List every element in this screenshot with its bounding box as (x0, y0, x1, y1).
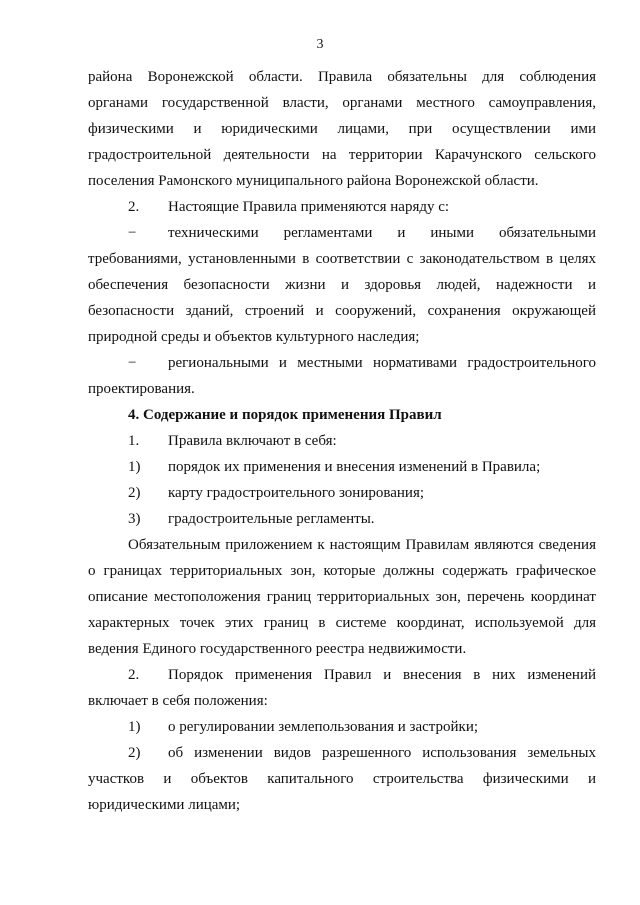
item-number: 2. (128, 667, 140, 683)
paragraph-item (88, 480, 596, 506)
line-text: региональными и местными нормативами градостроительного (168, 355, 596, 371)
paragraph-appendix (88, 532, 596, 662)
item-number: 1) (128, 719, 141, 735)
text-line: района Воронежской области. Правила обязательны для соблюдения (88, 69, 596, 85)
item-number: 2) (128, 485, 141, 501)
text-line: органами государственной власти, органами местного самоуправления, (88, 95, 596, 111)
text-line: включает в себя положения: (88, 693, 268, 709)
text-line (88, 350, 596, 376)
item-text: градостроительные регламенты. (168, 511, 375, 527)
item-number: 1) (128, 459, 141, 475)
paragraph-item-multiline (88, 662, 596, 714)
text-line: участков и объектов капитального строительства физическими и (88, 771, 596, 787)
text-line: физическими и юридическими лицами, при осуществлении ими (88, 121, 596, 137)
text-line: градостроительной деятельности на территории Карачунского сельского (88, 147, 596, 163)
text-line: ведения Единого государственного реестра недвижимости. (88, 641, 467, 657)
text-line (88, 740, 596, 766)
item-text: Правила включают в себя: (168, 433, 337, 449)
text-line (88, 220, 596, 246)
paragraph-continuation (88, 64, 596, 194)
paragraph-item (88, 714, 596, 740)
text-line (88, 662, 596, 688)
line-text: Порядок применения Правил и внесения в них изменений (168, 667, 596, 683)
item-text: карту градостроительного зонирования; (168, 485, 425, 501)
item-number: 2) (128, 745, 141, 761)
text-line: характерных точек этих границ в системе координат, используемой для (88, 615, 596, 631)
paragraph-dash-item (88, 350, 596, 402)
paragraph-item (88, 428, 596, 454)
paragraph-item (88, 194, 596, 220)
text-line: обеспечения безопасности жизни и здоровья людей, надежности и (88, 277, 596, 293)
text-line: Обязательным приложением к настоящим Правилам являются сведения (128, 537, 596, 553)
section-heading: 4. Содержание и порядок применения Правил (128, 407, 442, 423)
item-number: 1. (128, 433, 140, 449)
paragraph-item-multiline (88, 740, 596, 818)
paragraph-item (88, 454, 596, 480)
text-line: описание местоположения границ территориальных зон, перечень координат (88, 589, 596, 605)
dash-marker: − (128, 355, 137, 371)
dash-marker: − (128, 225, 137, 241)
paragraph-dash-item (88, 220, 596, 350)
line-text: техническими регламентами и иными обязательными (168, 225, 596, 241)
item-number: 2. (128, 199, 140, 215)
item-text: Настоящие Правила применяются наряду с: (168, 199, 450, 215)
item-text: о регулировании землепользования и застройки; (168, 719, 479, 735)
item-text: порядок их применения и внесения изменений в Правила; (168, 459, 541, 475)
document-body (88, 64, 596, 818)
paragraph-item (88, 506, 596, 532)
text-line: о границах территориальных зон, которые должны содержать графическое (88, 563, 596, 579)
page-number: 3 (316, 37, 324, 52)
line-text: об изменении видов разрешенного использования земельных (168, 745, 596, 761)
text-line: поселения Рамонского муниципального района Воронежской области. (88, 173, 539, 189)
text-line: безопасности зданий, строений и сооружений, сохранения окружающей (88, 303, 596, 319)
text-line: юридическими лицами; (88, 797, 241, 813)
text-line: природной среды и объектов культурного наследия; (88, 329, 420, 345)
text-line: требованиями, установленными в соответствии с законодательством в целях (88, 251, 596, 267)
text-line: проектирования. (88, 381, 195, 397)
item-number: 3) (128, 511, 141, 527)
